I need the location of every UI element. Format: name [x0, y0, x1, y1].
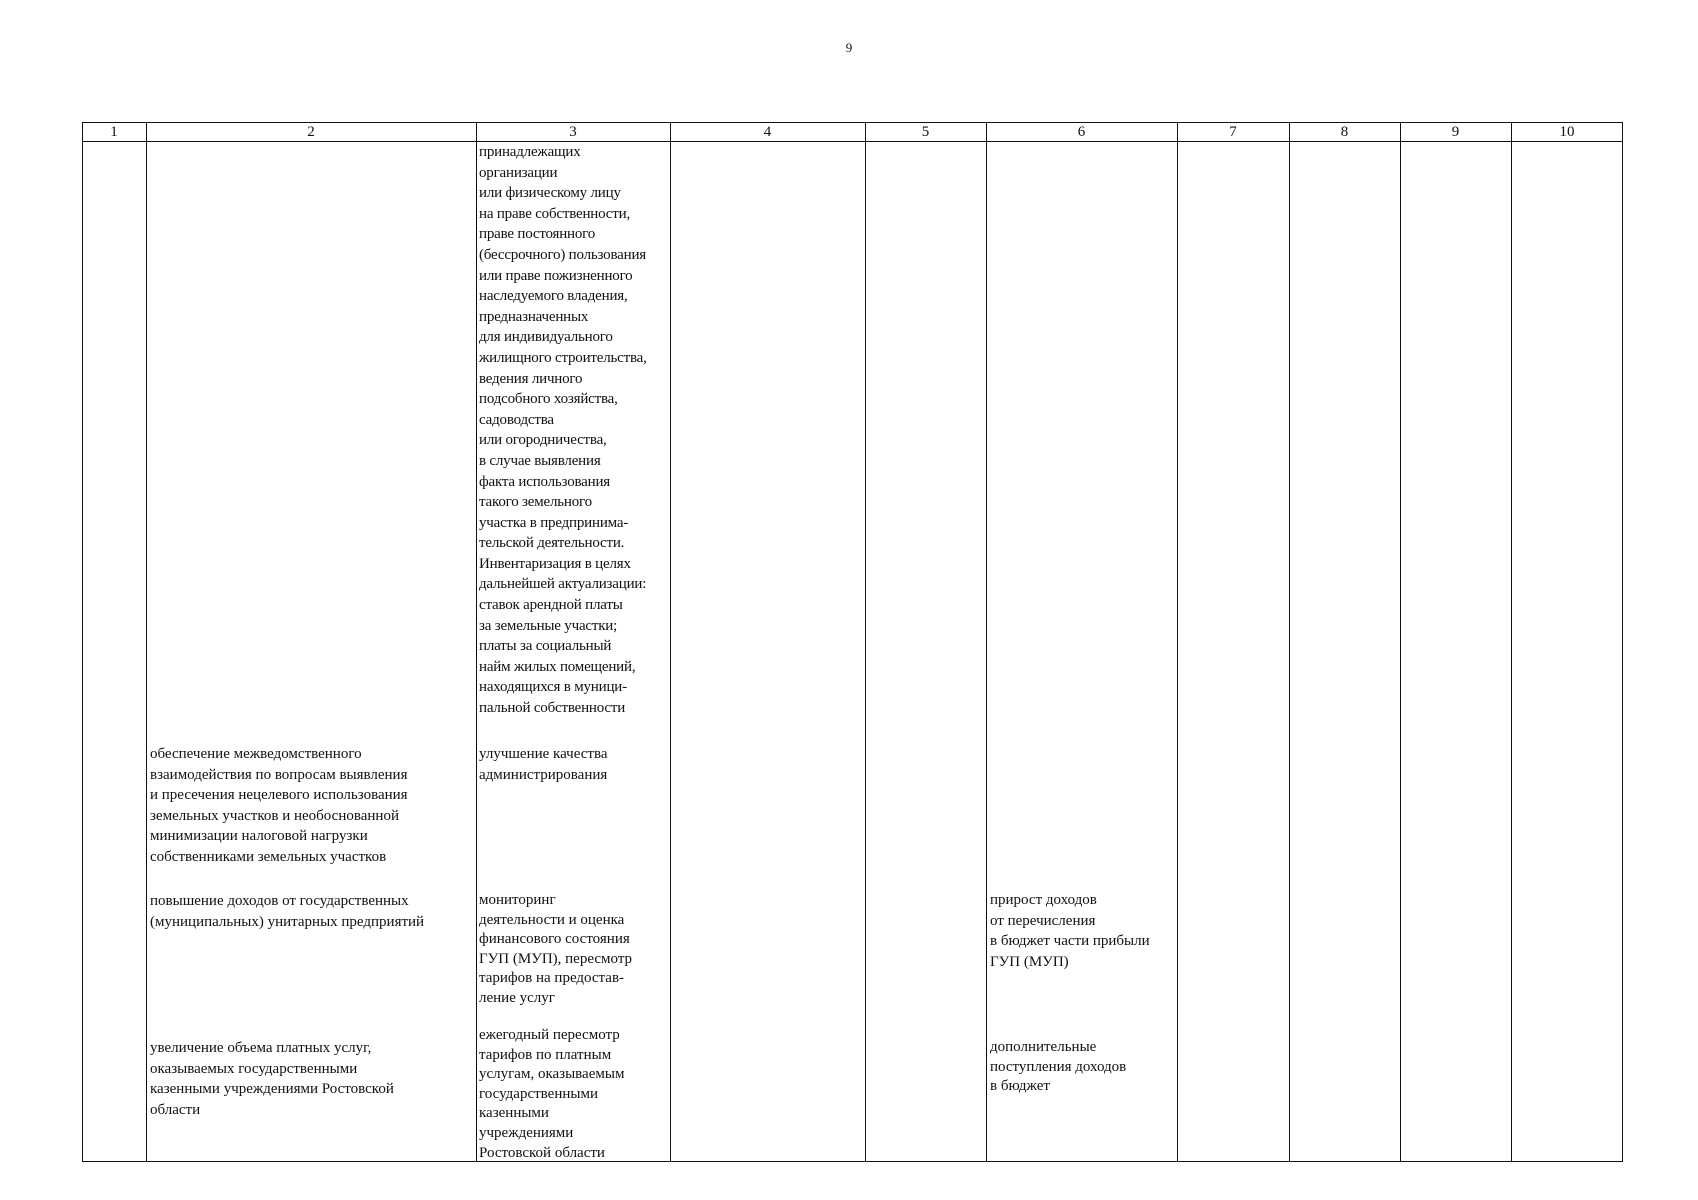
column-divider: [1511, 122, 1512, 1162]
column-divider: [476, 122, 477, 1162]
row-4-col-3: ежегодный пересмотр тарифов по платным услугам, оказываемым государственными казенными учреждениями Ростовской области: [479, 1027, 625, 1161]
row-3-col-3: мониторинг деятельности и оценка финансового состояния ГУП (МУП), пересмотр тарифов на предостав- ление услуг: [479, 892, 633, 1006]
column-header-10: 10: [1559, 124, 1575, 140]
header-divider: [82, 141, 1623, 142]
column-divider: [865, 122, 866, 1162]
column-divider: [1177, 122, 1178, 1162]
column-header-4: 4: [763, 124, 772, 140]
column-header-2: 2: [307, 124, 315, 140]
column-divider: [1400, 122, 1401, 1162]
column-header-6: 6: [1077, 124, 1086, 140]
page-number: 9: [845, 40, 853, 55]
column-header-5: 5: [921, 124, 930, 140]
column-header-8: 8: [1340, 124, 1349, 140]
table-frame: [82, 122, 1623, 1162]
column-divider: [986, 122, 987, 1162]
column-divider: [146, 122, 147, 1162]
row-2-col-2: обеспечение межведомственного взаимодействия по вопросам выявления и пресечения нецелевого использования земельных участков и необоснованной минимизации налоговой нагрузки собственниками земельных участков: [150, 746, 408, 865]
row-4-col-6: дополнительные поступления доходов в бюджет: [990, 1039, 1127, 1095]
column-header-7: 7: [1229, 124, 1237, 140]
column-header-3: 3: [569, 124, 577, 140]
row-2-col-3: улучшение качества администрирования: [479, 746, 608, 783]
row-4-col-2: увеличение объема платных услуг, оказываемых государственными казенными учреждениями Ростовской области: [150, 1040, 394, 1118]
column-header-9: 9: [1451, 124, 1460, 140]
column-divider: [1289, 122, 1290, 1162]
row-1-col-3: принадлежащих организации или физическому лицу на праве собственности, праве постоянного (бессрочного) пользования или праве пожизненного наследуемого владения, предназначенных для индивидуального жилищного строительства, ведения личного подсобного хозяйства, садоводства или огородничества, в случае выявления факта использования такого земельного участка в предпринима- тельской деятельности. Инвентаризация в целях дальнейшей актуализации: ставок арендной платы за земельные участки; платы за социальный найм жилых помещений, находящихся в муници- пальной собственности: [479, 144, 647, 717]
row-3-col-6: прирост доходов от перечисления в бюджет части прибыли ГУП (МУП): [990, 892, 1150, 970]
row-3-col-2: повышение доходов от государственных (муниципальных) унитарных предприятий: [150, 893, 425, 930]
column-header-1: 1: [110, 124, 118, 140]
column-divider: [670, 122, 671, 1162]
